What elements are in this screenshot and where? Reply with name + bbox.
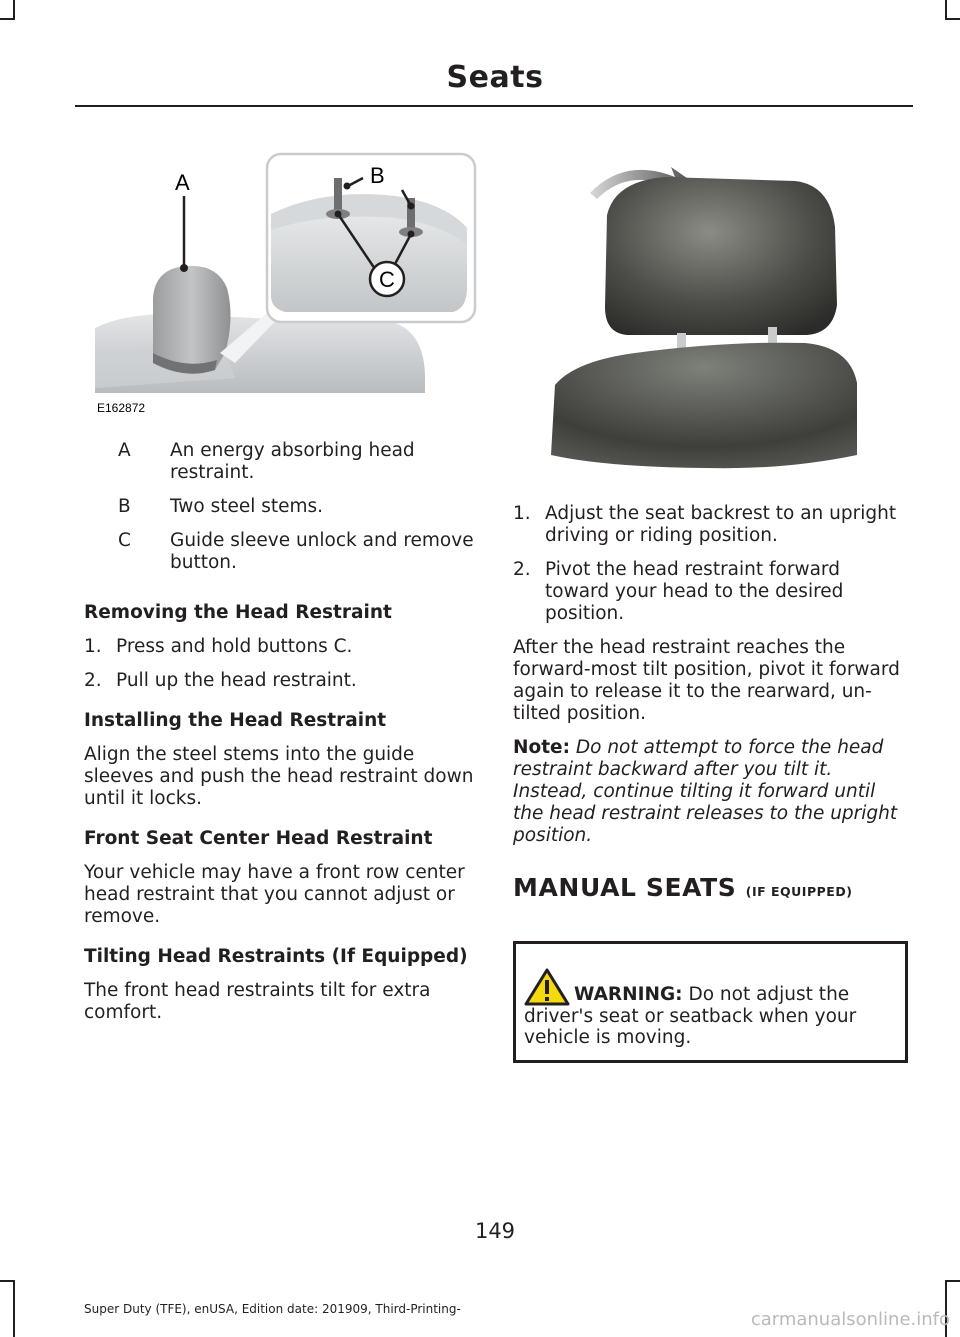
watermark: carmanualsonline.info <box>750 1309 950 1330</box>
tilting-heading: Tilting Head Restraints (If Equipped) <box>84 946 468 967</box>
tilting-after-text: After the head restraint reaches the forward-most tilt position, pivot it forward again to release it to the rearward, un-tilted position. <box>513 637 900 724</box>
page-title: Seats <box>446 60 544 95</box>
edition-footer: Super Duty (TFE), enUSA, Edition date: 201909, Third-Printing- <box>84 1302 461 1316</box>
legend-item <box>84 530 479 574</box>
legend-key: A <box>118 440 131 461</box>
step-number: 2. <box>84 670 102 691</box>
step-number: 2. <box>513 559 531 580</box>
page-number: 149 <box>474 1219 516 1243</box>
installing-heading: Installing the Head Restraint <box>84 710 387 731</box>
head-restraint <box>605 177 837 335</box>
head-restraint <box>153 266 231 373</box>
head-restraint-illustration <box>95 148 480 418</box>
left-column <box>84 440 479 1036</box>
legend-key: C <box>118 530 131 551</box>
crop-mark <box>0 1280 15 1282</box>
callout-b-label: B <box>370 163 385 188</box>
removing-step <box>84 636 479 658</box>
center-heading: Front Seat Center Head Restraint <box>84 828 433 849</box>
step-number: 1. <box>513 503 531 524</box>
header-rule <box>75 105 913 107</box>
tilting-step <box>513 503 908 547</box>
crop-mark <box>945 18 960 20</box>
step-text: Press and hold buttons C. <box>116 636 353 657</box>
note-label: Note: <box>513 737 570 758</box>
note-text: Do not attempt to force the head restraint backward after you tilt it. Instead, continue tilting it forward until the head restraint releases to the upright position. <box>513 737 898 846</box>
warning-label: WARNING: <box>574 984 683 1005</box>
tilting-head-restraint-illustration <box>545 155 875 470</box>
tilting-text: The front head restraints tilt for extra comfort. <box>84 980 431 1023</box>
crop-mark <box>945 0 947 20</box>
right-column <box>513 503 908 1063</box>
crop-mark <box>13 1280 15 1337</box>
warning-text: Do not adjust the driver's seat or seatback when your vehicle is moving. <box>524 984 857 1048</box>
manual-seats-heading <box>513 873 908 903</box>
legend-key: B <box>118 496 131 517</box>
callout-c-label: C <box>379 267 395 292</box>
removing-step <box>84 670 479 692</box>
legend-item <box>84 496 479 518</box>
step-text: Pull up the head restraint. <box>116 670 357 691</box>
center-text: Your vehicle may have a front row center head restraint that you cannot adjust or remove. <box>84 862 465 927</box>
note <box>513 737 908 847</box>
warning-box <box>513 941 908 1063</box>
crop-mark <box>13 0 15 20</box>
installing-text: Align the steel stems into the guide sleeves and push the head restraint down until it locks. <box>84 744 474 809</box>
section-title-text: MANUAL SEATS <box>513 873 737 902</box>
step-text: Pivot the head restraint forward toward your head to the desired position. <box>545 559 844 624</box>
tilting-step <box>513 559 908 625</box>
step-text: Adjust the seat backrest to an upright driving or riding position. <box>545 503 897 546</box>
crop-mark <box>0 18 15 20</box>
callout-a-dot <box>180 264 188 272</box>
image-id: E162872 <box>97 401 146 415</box>
legend-text: An energy absorbing head restraint. <box>170 440 415 483</box>
seat-back <box>551 343 857 469</box>
removing-heading: Removing the Head Restraint <box>84 602 392 623</box>
legend-text: Guide sleeve unlock and remove button. <box>170 530 474 573</box>
callout-a-label: A <box>175 170 190 195</box>
legend-text: Two steel stems. <box>170 496 324 517</box>
legend-item <box>84 440 479 484</box>
step-number: 1. <box>84 636 102 657</box>
warning-triangle-icon <box>524 968 570 1006</box>
crop-mark <box>945 1280 960 1282</box>
section-title-suffix: (IF EQUIPPED) <box>745 884 853 899</box>
